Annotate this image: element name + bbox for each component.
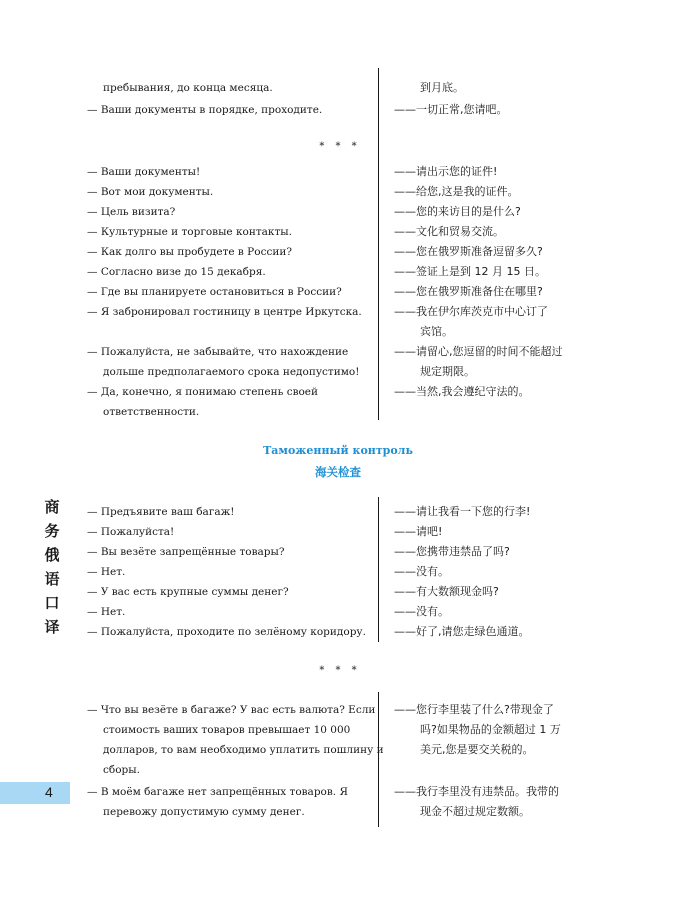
ru-line: — Нет. [87, 566, 126, 578]
side-title-char: 语 [44, 570, 60, 588]
ru-line: долларов, то вам необходимо уплатить пошлину и [103, 744, 384, 756]
side-title-char: 俄 [44, 546, 60, 564]
zh-line: ——您在俄罗斯准备逗留多久? [394, 245, 543, 258]
zh-line: ——文化和贸易交流。 [394, 225, 504, 238]
ru-line: — В моём багаже нет запрещённых товаров. Я [87, 786, 348, 798]
ru-line: — Ваши документы в порядке, проходите. [87, 104, 323, 116]
side-title-char: 务 [44, 522, 60, 540]
zh-line: ——您在俄罗斯准备住在哪里? [394, 285, 543, 298]
zh-line: 宾馆。 [420, 325, 453, 338]
column-divider [378, 68, 379, 420]
ru-line: — Пожалуйста, проходите по зелёному коридору. [87, 626, 366, 638]
zh-line: ——您的来访目的是什么? [394, 205, 521, 218]
side-title-char: 商 [44, 498, 60, 516]
column-divider [378, 497, 379, 642]
zh-line: 到月底。 [420, 81, 464, 94]
zh-line: ——我在伊尔库茨克市中心订了 [394, 305, 548, 318]
ru-line: — Нет. [87, 606, 126, 618]
zh-line: ——签证上是到 12 月 15 日。 [394, 265, 546, 278]
ru-line: дольше предполагаемого срока недопустимо! [103, 366, 360, 378]
ru-line: — У вас есть крупные суммы денег? [87, 586, 289, 598]
ru-line: ответственности. [103, 406, 200, 418]
ru-line: — Согласно визе до 15 декабря. [87, 266, 266, 278]
ru-line: — Культурные и торговые контакты. [87, 226, 292, 238]
zh-line: ——有大数额现金吗? [394, 585, 499, 598]
zh-line: ——请出示您的证件! [394, 165, 498, 178]
ru-line: перевожу допустимую сумму денег. [103, 806, 305, 818]
ru-line: — Вот мои документы. [87, 186, 214, 198]
ru-line: — Вы везёте запрещённые товары? [87, 546, 285, 558]
side-book-title [38, 496, 66, 640]
zh-line: ——当然,我会遵纪守法的。 [394, 385, 530, 398]
ru-line: — Пожалуйста! [87, 526, 175, 538]
zh-line: ——好了,请您走绿色通道。 [394, 625, 530, 638]
zh-line: ——您行李里装了什么?带现金了 [394, 703, 554, 716]
zh-line: 美元,您是要交关税的。 [420, 743, 534, 756]
side-title-char: 口 [44, 594, 60, 612]
ru-line: — Цель визита? [87, 206, 176, 218]
ru-line: — Ваши документы! [87, 166, 201, 178]
ru-line: пребывания, до конца месяца. [103, 82, 273, 94]
page-number: 4 [45, 784, 53, 800]
ru-line: сборы. [103, 764, 140, 776]
zh-line: 现金不超过规定数额。 [420, 805, 530, 818]
zh-line: 吗?如果物品的金额超过 1 万 [420, 723, 561, 736]
zh-line: ——您携带违禁品了吗? [394, 545, 510, 558]
ru-line: — Я забронировал гостиницу в центре Иркутска. [87, 306, 362, 318]
ru-line: — Да, конечно, я понимаю степень своей [87, 386, 319, 398]
zh-line: ——给您,这是我的证件。 [394, 185, 519, 198]
section-stars: * * * [319, 665, 361, 676]
zh-line: ——没有。 [394, 605, 449, 618]
ru-line: — Как долго вы пробудете в России? [87, 246, 292, 258]
zh-line: ——我行李里没有违禁品。我带的 [394, 785, 559, 798]
zh-line: ——请留心,您逗留的时间不能超过 [394, 345, 563, 358]
zh-line: ——一切正常,您请吧。 [394, 103, 508, 116]
zh-line: 规定期限。 [420, 365, 475, 378]
ru-line: — Что вы везёте в багаже? У вас есть валюта? Если [87, 704, 376, 716]
zh-line: ——请吧! [394, 525, 443, 538]
section-title-ru: Таможенный контроль [263, 444, 413, 457]
ru-line: — Пожалуйста, не забывайте, что нахождение [87, 346, 349, 358]
zh-line: ——没有。 [394, 565, 449, 578]
side-title-char: 译 [44, 618, 60, 636]
zh-line: ——请让我看一下您的行李! [394, 505, 531, 518]
ru-line: — Предъявите ваш багаж! [87, 506, 235, 518]
page-number-tab [0, 782, 70, 804]
section-stars: * * * [319, 141, 361, 152]
section-title-zh: 海关检查 [315, 465, 361, 479]
ru-line: стоимость ваших товаров превышает 10 000 [103, 724, 351, 736]
ru-line: — Где вы планируете остановиться в России? [87, 286, 342, 298]
